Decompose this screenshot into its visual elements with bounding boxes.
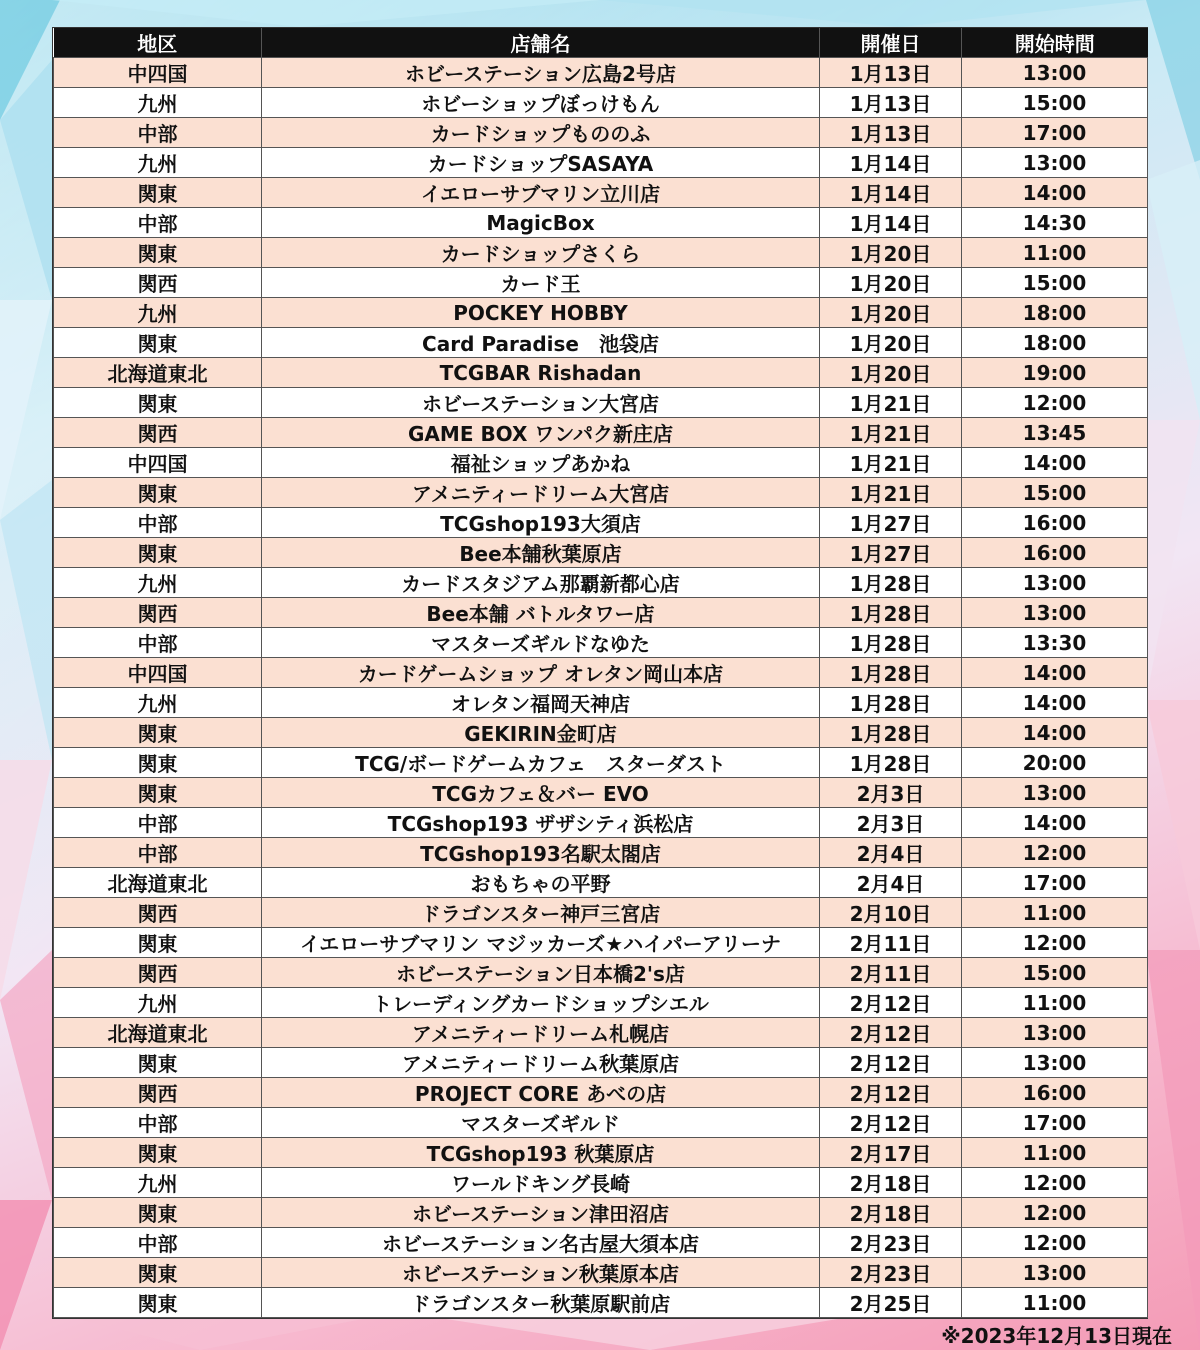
table-row bbox=[54, 238, 1148, 268]
cell-region: 関東 bbox=[54, 328, 262, 358]
cell-region: 関西 bbox=[54, 958, 262, 988]
cell-region: 関東 bbox=[54, 178, 262, 208]
cell-store: ホビーステーション大宮店 bbox=[262, 388, 820, 418]
header-store: 店舗名 bbox=[262, 28, 820, 58]
cell-region: 中部 bbox=[54, 508, 262, 538]
cell-time: 13:00 bbox=[962, 598, 1148, 628]
cell-store: Card Paradise 池袋店 bbox=[262, 328, 820, 358]
table-row bbox=[54, 148, 1148, 178]
cell-store: GEKIRIN金町店 bbox=[262, 718, 820, 748]
cell-time: 14:00 bbox=[962, 718, 1148, 748]
cell-store: Bee本舗 バトルタワー店 bbox=[262, 598, 820, 628]
cell-store: TCGカフェ＆バー EVO bbox=[262, 778, 820, 808]
table-row bbox=[54, 88, 1148, 118]
cell-date: 1月20日 bbox=[820, 358, 962, 388]
table-row bbox=[54, 1288, 1148, 1318]
cell-time: 14:00 bbox=[962, 448, 1148, 478]
cell-region: 関東 bbox=[54, 1288, 262, 1318]
cell-store: TCGshop193 秋葉原店 bbox=[262, 1138, 820, 1168]
table-row bbox=[54, 508, 1148, 538]
table-row bbox=[54, 1198, 1148, 1228]
cell-store: MagicBox bbox=[262, 208, 820, 238]
cell-time: 12:00 bbox=[962, 1228, 1148, 1258]
cell-region: 関東 bbox=[54, 388, 262, 418]
cell-region: 中部 bbox=[54, 808, 262, 838]
table-row bbox=[54, 1108, 1148, 1138]
cell-time: 13:00 bbox=[962, 778, 1148, 808]
cell-store: ホビーショップぼっけもん bbox=[262, 88, 820, 118]
cell-store: ホビーステーション津田沼店 bbox=[262, 1198, 820, 1228]
cell-store: POCKEY HOBBY bbox=[262, 298, 820, 328]
cell-region: 九州 bbox=[54, 688, 262, 718]
cell-store: イエローサブマリン立川店 bbox=[262, 178, 820, 208]
cell-time: 18:00 bbox=[962, 298, 1148, 328]
cell-date: 2月25日 bbox=[820, 1288, 962, 1318]
cell-time: 13:30 bbox=[962, 628, 1148, 658]
cell-region: 中部 bbox=[54, 1228, 262, 1258]
table-row bbox=[54, 568, 1148, 598]
table-row bbox=[54, 868, 1148, 898]
cell-date: 2月23日 bbox=[820, 1228, 962, 1258]
cell-time: 11:00 bbox=[962, 1138, 1148, 1168]
cell-store: マスターズギルドなゆた bbox=[262, 628, 820, 658]
cell-region: 中部 bbox=[54, 208, 262, 238]
cell-date: 1月27日 bbox=[820, 508, 962, 538]
header-time: 開始時間 bbox=[962, 28, 1148, 58]
cell-store: イエローサブマリン マジッカーズ★ハイパーアリーナ bbox=[262, 928, 820, 958]
cell-store: TCGshop193名駅太閤店 bbox=[262, 838, 820, 868]
cell-store: アメニティードリーム大宮店 bbox=[262, 478, 820, 508]
cell-region: 関東 bbox=[54, 748, 262, 778]
cell-time: 15:00 bbox=[962, 958, 1148, 988]
cell-time: 13:00 bbox=[962, 1258, 1148, 1288]
table-row bbox=[54, 418, 1148, 448]
cell-date: 2月4日 bbox=[820, 838, 962, 868]
cell-date: 2月11日 bbox=[820, 958, 962, 988]
table-row bbox=[54, 388, 1148, 418]
cell-region: 関東 bbox=[54, 718, 262, 748]
table-row bbox=[54, 898, 1148, 928]
table-row bbox=[54, 988, 1148, 1018]
table-row bbox=[54, 748, 1148, 778]
table-row bbox=[54, 958, 1148, 988]
cell-time: 12:00 bbox=[962, 928, 1148, 958]
table-row bbox=[54, 1078, 1148, 1108]
as-of-date-note: ※2023年12月13日現在 bbox=[941, 1324, 1172, 1348]
table-row bbox=[54, 808, 1148, 838]
table-row bbox=[54, 658, 1148, 688]
cell-date: 1月13日 bbox=[820, 118, 962, 148]
cell-date: 1月20日 bbox=[820, 238, 962, 268]
cell-store: トレーディングカードショップシエル bbox=[262, 988, 820, 1018]
cell-store: Bee本舗秋葉原店 bbox=[262, 538, 820, 568]
cell-date: 2月3日 bbox=[820, 778, 962, 808]
cell-time: 14:00 bbox=[962, 178, 1148, 208]
table-row bbox=[54, 628, 1148, 658]
table-row bbox=[54, 328, 1148, 358]
cell-date: 2月12日 bbox=[820, 1048, 962, 1078]
cell-region: 九州 bbox=[54, 1168, 262, 1198]
cell-date: 1月14日 bbox=[820, 178, 962, 208]
table-row bbox=[54, 478, 1148, 508]
cell-date: 1月28日 bbox=[820, 748, 962, 778]
cell-date: 2月4日 bbox=[820, 868, 962, 898]
cell-date: 1月21日 bbox=[820, 448, 962, 478]
cell-date: 1月28日 bbox=[820, 688, 962, 718]
cell-store: ドラゴンスター秋葉原駅前店 bbox=[262, 1288, 820, 1318]
cell-time: 17:00 bbox=[962, 1108, 1148, 1138]
table-header-row bbox=[54, 28, 1148, 58]
cell-time: 16:00 bbox=[962, 1078, 1148, 1108]
cell-time: 15:00 bbox=[962, 88, 1148, 118]
cell-date: 2月11日 bbox=[820, 928, 962, 958]
cell-time: 15:00 bbox=[962, 268, 1148, 298]
table-row bbox=[54, 1018, 1148, 1048]
table-row bbox=[54, 718, 1148, 748]
cell-date: 1月28日 bbox=[820, 628, 962, 658]
cell-store: カードショップSASAYA bbox=[262, 148, 820, 178]
cell-date: 1月14日 bbox=[820, 208, 962, 238]
cell-time: 18:00 bbox=[962, 328, 1148, 358]
cell-region: 中部 bbox=[54, 118, 262, 148]
cell-store: カードショップさくら bbox=[262, 238, 820, 268]
cell-store: カードゲームショップ オレタン岡山本店 bbox=[262, 658, 820, 688]
cell-date: 1月20日 bbox=[820, 298, 962, 328]
cell-region: 北海道東北 bbox=[54, 1018, 262, 1048]
cell-time: 13:00 bbox=[962, 568, 1148, 598]
cell-time: 12:00 bbox=[962, 838, 1148, 868]
cell-time: 20:00 bbox=[962, 748, 1148, 778]
cell-date: 2月17日 bbox=[820, 1138, 962, 1168]
cell-store: ホビーステーション広島2号店 bbox=[262, 58, 820, 88]
cell-time: 14:00 bbox=[962, 688, 1148, 718]
cell-store: アメニティードリーム札幌店 bbox=[262, 1018, 820, 1048]
cell-date: 2月18日 bbox=[820, 1198, 962, 1228]
cell-date: 1月28日 bbox=[820, 598, 962, 628]
cell-time: 16:00 bbox=[962, 508, 1148, 538]
table-row bbox=[54, 598, 1148, 628]
cell-time: 13:00 bbox=[962, 148, 1148, 178]
cell-time: 17:00 bbox=[962, 118, 1148, 148]
cell-time: 13:45 bbox=[962, 418, 1148, 448]
cell-store: マスターズギルド bbox=[262, 1108, 820, 1138]
cell-region: 関東 bbox=[54, 478, 262, 508]
table-row bbox=[54, 118, 1148, 148]
table-row bbox=[54, 208, 1148, 238]
cell-region: 関西 bbox=[54, 418, 262, 448]
cell-region: 北海道東北 bbox=[54, 358, 262, 388]
cell-store: おもちゃの平野 bbox=[262, 868, 820, 898]
cell-date: 2月12日 bbox=[820, 988, 962, 1018]
cell-store: カードショップもののふ bbox=[262, 118, 820, 148]
table-row bbox=[54, 358, 1148, 388]
table-row bbox=[54, 268, 1148, 298]
table-row bbox=[54, 1228, 1148, 1258]
cell-region: 九州 bbox=[54, 568, 262, 598]
cell-store: カード王 bbox=[262, 268, 820, 298]
cell-region: 関東 bbox=[54, 538, 262, 568]
cell-store: ドラゴンスター神戸三宮店 bbox=[262, 898, 820, 928]
cell-region: 関西 bbox=[54, 598, 262, 628]
cell-time: 11:00 bbox=[962, 988, 1148, 1018]
cell-region: 関東 bbox=[54, 778, 262, 808]
table-row bbox=[54, 1048, 1148, 1078]
cell-time: 11:00 bbox=[962, 1288, 1148, 1318]
cell-region: 関西 bbox=[54, 1078, 262, 1108]
cell-time: 12:00 bbox=[962, 388, 1148, 418]
cell-date: 1月20日 bbox=[820, 268, 962, 298]
cell-date: 1月21日 bbox=[820, 478, 962, 508]
cell-region: 関東 bbox=[54, 928, 262, 958]
cell-time: 13:00 bbox=[962, 58, 1148, 88]
cell-store: GAME BOX ワンパク新庄店 bbox=[262, 418, 820, 448]
table-row bbox=[54, 1258, 1148, 1288]
cell-region: 関西 bbox=[54, 898, 262, 928]
cell-store: TCG/ボードゲームカフェ スターダスト bbox=[262, 748, 820, 778]
cell-store: TCGshop193 ザザシティ浜松店 bbox=[262, 808, 820, 838]
table-row bbox=[54, 538, 1148, 568]
cell-date: 2月12日 bbox=[820, 1108, 962, 1138]
cell-date: 1月21日 bbox=[820, 388, 962, 418]
table-row bbox=[54, 448, 1148, 478]
cell-region: 関西 bbox=[54, 268, 262, 298]
cell-time: 14:00 bbox=[962, 658, 1148, 688]
cell-date: 2月18日 bbox=[820, 1168, 962, 1198]
cell-time: 19:00 bbox=[962, 358, 1148, 388]
table-row bbox=[54, 928, 1148, 958]
cell-time: 17:00 bbox=[962, 868, 1148, 898]
cell-region: 関東 bbox=[54, 1198, 262, 1228]
cell-store: ホビーステーション秋葉原本店 bbox=[262, 1258, 820, 1288]
cell-time: 15:00 bbox=[962, 478, 1148, 508]
cell-region: 九州 bbox=[54, 148, 262, 178]
cell-store: ホビーステーション名古屋大須本店 bbox=[262, 1228, 820, 1258]
schedule-table bbox=[53, 28, 1148, 1318]
cell-store: ホビーステーション日本橋2's店 bbox=[262, 958, 820, 988]
cell-region: 関東 bbox=[54, 1048, 262, 1078]
cell-date: 2月12日 bbox=[820, 1018, 962, 1048]
header-date: 開催日 bbox=[820, 28, 962, 58]
cell-region: 中部 bbox=[54, 838, 262, 868]
cell-region: 中部 bbox=[54, 628, 262, 658]
table-row bbox=[54, 838, 1148, 868]
cell-store: アメニティードリーム秋葉原店 bbox=[262, 1048, 820, 1078]
header-region: 地区 bbox=[54, 28, 262, 58]
cell-store: カードスタジアム那覇新都心店 bbox=[262, 568, 820, 598]
cell-region: 関東 bbox=[54, 238, 262, 268]
cell-date: 2月23日 bbox=[820, 1258, 962, 1288]
cell-date: 1月28日 bbox=[820, 718, 962, 748]
cell-region: 関東 bbox=[54, 1258, 262, 1288]
cell-date: 1月27日 bbox=[820, 538, 962, 568]
cell-region: 関東 bbox=[54, 1138, 262, 1168]
schedule-sheet bbox=[52, 27, 1148, 1319]
table-row bbox=[54, 178, 1148, 208]
cell-store: ワールドキング長崎 bbox=[262, 1168, 820, 1198]
table-row bbox=[54, 1138, 1148, 1168]
cell-store: PROJECT CORE あべの店 bbox=[262, 1078, 820, 1108]
cell-date: 2月10日 bbox=[820, 898, 962, 928]
cell-store: TCGBAR Rishadan bbox=[262, 358, 820, 388]
table-row bbox=[54, 778, 1148, 808]
cell-date: 1月13日 bbox=[820, 88, 962, 118]
cell-region: 中四国 bbox=[54, 58, 262, 88]
cell-date: 1月28日 bbox=[820, 658, 962, 688]
cell-region: 北海道東北 bbox=[54, 868, 262, 898]
cell-date: 2月12日 bbox=[820, 1078, 962, 1108]
cell-region: 中四国 bbox=[54, 658, 262, 688]
cell-store: 福祉ショップあかね bbox=[262, 448, 820, 478]
cell-store: TCGshop193大須店 bbox=[262, 508, 820, 538]
cell-date: 1月14日 bbox=[820, 148, 962, 178]
cell-time: 12:00 bbox=[962, 1168, 1148, 1198]
cell-date: 1月20日 bbox=[820, 328, 962, 358]
cell-time: 12:00 bbox=[962, 1198, 1148, 1228]
cell-time: 11:00 bbox=[962, 238, 1148, 268]
cell-region: 九州 bbox=[54, 988, 262, 1018]
cell-time: 13:00 bbox=[962, 1018, 1148, 1048]
cell-region: 九州 bbox=[54, 298, 262, 328]
cell-time: 11:00 bbox=[962, 898, 1148, 928]
cell-date: 1月28日 bbox=[820, 568, 962, 598]
cell-region: 中部 bbox=[54, 1108, 262, 1138]
cell-time: 16:00 bbox=[962, 538, 1148, 568]
cell-time: 13:00 bbox=[962, 1048, 1148, 1078]
table-row bbox=[54, 1168, 1148, 1198]
cell-time: 14:30 bbox=[962, 208, 1148, 238]
cell-store: オレタン福岡天神店 bbox=[262, 688, 820, 718]
cell-region: 中四国 bbox=[54, 448, 262, 478]
cell-date: 1月21日 bbox=[820, 418, 962, 448]
table-row bbox=[54, 688, 1148, 718]
cell-date: 2月3日 bbox=[820, 808, 962, 838]
table-row bbox=[54, 298, 1148, 328]
cell-region: 九州 bbox=[54, 88, 262, 118]
table-row bbox=[54, 58, 1148, 88]
cell-time: 14:00 bbox=[962, 808, 1148, 838]
cell-date: 1月13日 bbox=[820, 58, 962, 88]
